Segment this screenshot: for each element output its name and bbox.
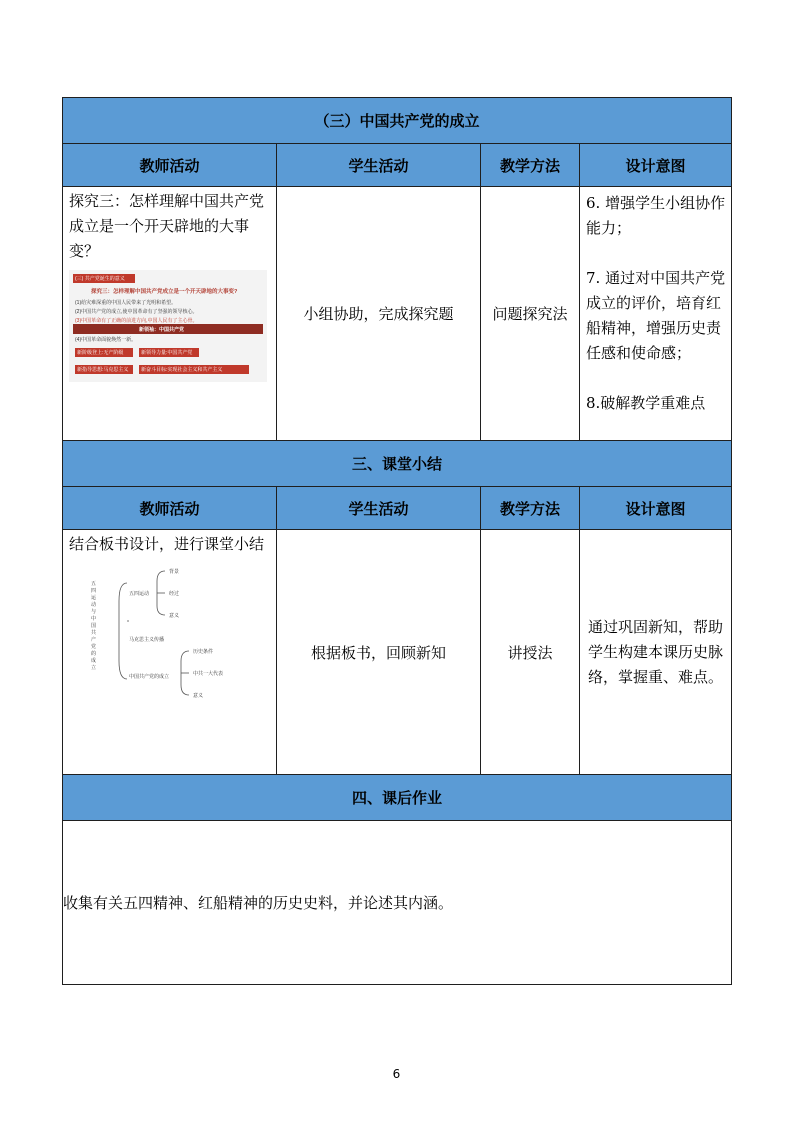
- slide-point-3: (3)中国革命有了正确的前进方向,中国人民有了主心骨。: [75, 318, 198, 324]
- slide-banner: 新领袖：中国共产党: [139, 327, 185, 333]
- outline-root: 五四运动与中国共产党的成立: [91, 581, 97, 671]
- header-method: 教学方法: [481, 487, 580, 530]
- slide-tag-3: 新指导思想:马克思主义: [77, 367, 129, 373]
- outline-node-3b: 中共一大代表: [193, 671, 224, 677]
- outline-node-3a: 历史条件: [193, 649, 214, 655]
- page-number: 6: [392, 1067, 401, 1081]
- teacher-activity-cell: [63, 530, 277, 775]
- design-intent-8: 8.破解教学重难点: [586, 394, 706, 412]
- teacher-activity-text: 结合板书设计，进行课堂小结: [69, 535, 265, 553]
- outline-node-3: 中国共产党的成立: [129, 674, 170, 680]
- summary-title: 三、课堂小结: [63, 441, 732, 487]
- outline-node-1: 五四运动: [129, 591, 150, 597]
- design-intent-cell: [580, 187, 732, 441]
- slide-point-1: (1)给灾难深重的中国人民带来了光明和希望。: [75, 300, 177, 306]
- outline-node-1a: 背景: [169, 569, 180, 575]
- slide-point-4: (4)中国革命面貌焕然一新。: [75, 337, 137, 343]
- teaching-method: 问题探究法: [481, 187, 580, 441]
- design-intent-6: 6. 增强学生小组协作能力；: [586, 194, 726, 237]
- outline-brackets: [69, 561, 269, 711]
- slide-heading: (三) 共产党诞生的意义: [75, 276, 125, 282]
- header-teacher: 教师活动: [63, 487, 277, 530]
- slide-tag-4: 新奋斗目标:实现社会主义和共产主义: [141, 367, 223, 373]
- homework-title: 四、课后作业: [63, 775, 732, 821]
- header-student: 学生活动: [277, 144, 481, 187]
- slide-tag-2: 新领导力量:中国共产党: [141, 350, 193, 356]
- header-method: 教学方法: [481, 144, 580, 187]
- lesson-slide-image: [69, 270, 267, 382]
- slide-question: 探究三：怎样理解中国共产党成立是一个开天辟地的大事变?: [91, 289, 238, 295]
- student-activity: 小组协助，完成探究题: [277, 187, 481, 441]
- homework-content: 收集有关五四精神、红船精神的历史史料，并论述其内涵。: [63, 821, 732, 985]
- blackboard-outline: [69, 561, 272, 711]
- student-activity: 根据板书，回顾新知: [277, 530, 481, 775]
- slide-tag-1: 新阶级登上:无产阶级: [77, 350, 124, 356]
- header-student: 学生活动: [277, 487, 481, 530]
- teaching-method: 讲授法: [481, 530, 580, 775]
- section3-title: （三）中国共产党的成立: [63, 98, 732, 144]
- header-design: 设计意图: [580, 487, 732, 530]
- teacher-activity-cell: [63, 187, 277, 441]
- outline-node-2: 马克思主义传播: [129, 637, 165, 643]
- outline-node-3c: 意义: [193, 693, 204, 699]
- header-design: 设计意图: [580, 144, 732, 187]
- outline-node-1c: 意义: [169, 613, 180, 619]
- teacher-activity-text: 探究三：怎样理解中国共产党成立是一个开天辟地的大事变？: [69, 192, 265, 260]
- lesson-table: [62, 97, 732, 985]
- slide-point-2: (2)中国共产党的成立,使中国革命有了坚强的领导核心。: [75, 309, 198, 315]
- header-teacher: 教师活动: [63, 144, 277, 187]
- outline-node-1b: 经过: [169, 591, 180, 597]
- design-intent: 通过巩固新知，帮助学生构建本课历史脉络，掌握重、难点。: [580, 530, 732, 775]
- design-intent-7: 7. 通过对中国共产党成立的评价，培育红船精神，增强历史责任感和使命感；: [586, 269, 726, 362]
